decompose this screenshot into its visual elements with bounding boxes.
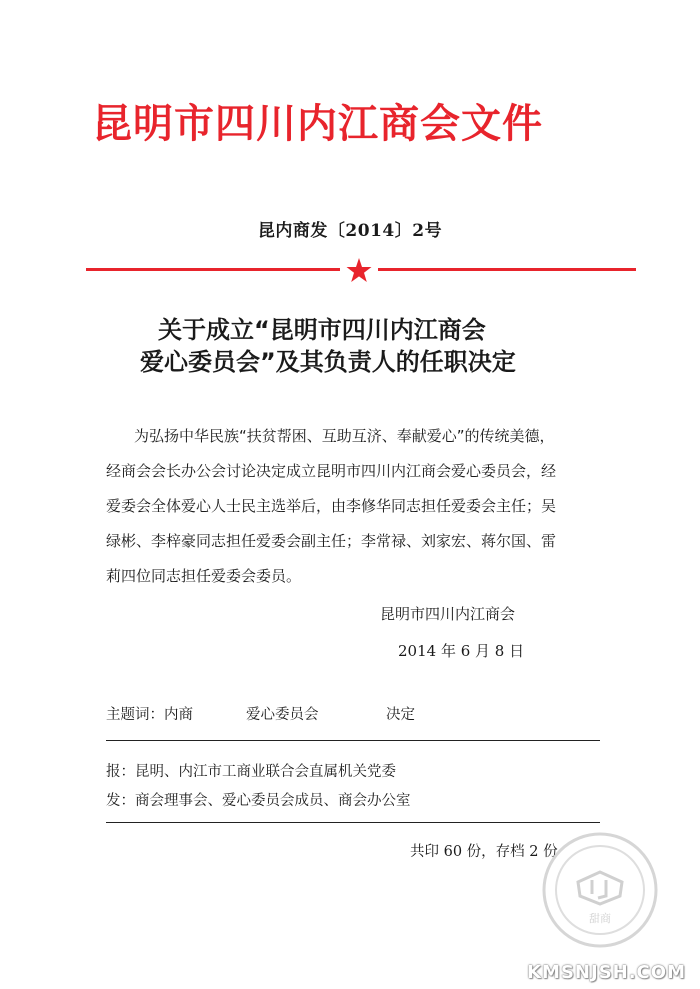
watermark-text: KMSNJSH.COM bbox=[527, 962, 686, 983]
signature-date: 2014 年 6 月 8 日 bbox=[398, 642, 525, 660]
body-line-1: 为弘扬中华民族“扶贫帮困、互助互济、奉献爱心”的传统美德， bbox=[134, 427, 555, 445]
red-divider-right bbox=[378, 268, 636, 271]
title-line-2: 爱心委员会”及其负责人的任职决定 bbox=[140, 348, 516, 376]
body-line-3: 爱委会全体爱心人士民主选举后，由李修华同志担任爱委会主任；吴 bbox=[106, 497, 557, 515]
red-star-icon bbox=[346, 257, 372, 283]
chamber-seal-icon bbox=[540, 830, 660, 950]
keywords-row bbox=[106, 703, 415, 724]
keyword-item: 爱心委员会 bbox=[246, 707, 319, 723]
keyword-item: 决定 bbox=[386, 707, 415, 723]
signature-organization: 昆明市四川内江商会 bbox=[380, 605, 516, 623]
body-line-5: 莉四位同志担任爱委会委员。 bbox=[106, 567, 302, 585]
title-line-1: 关于成立“昆明市四川内江商会 bbox=[158, 316, 486, 344]
seal-label: 甜商 bbox=[589, 912, 611, 925]
report-to-line: 报：昆明、内江市工商业联合会直属机关党委 bbox=[106, 764, 396, 780]
divider-line bbox=[106, 822, 600, 823]
body-line-2: 经商会会长办公会讨论决定成立昆明市四川内江商会爱心委员会，经 bbox=[106, 462, 557, 480]
keyword-item: 内商 bbox=[164, 707, 193, 723]
print-count: 共印 60 份，存档 2 份 bbox=[410, 844, 558, 860]
divider-line bbox=[106, 740, 600, 741]
document-number: 昆内商发〔2014〕2号 bbox=[257, 221, 443, 241]
document-masthead: 昆明市四川内江商会文件 bbox=[92, 100, 543, 147]
send-to-line: 发：商会理事会、爱心委员会成员、商会办公室 bbox=[106, 793, 411, 809]
body-line-4: 绿彬、李梓豪同志担任爱委会副主任；李常禄、刘家宏、蒋尔国、雷 bbox=[106, 532, 557, 550]
keywords-label: 主题词： bbox=[106, 707, 164, 723]
red-divider-left bbox=[86, 268, 340, 271]
